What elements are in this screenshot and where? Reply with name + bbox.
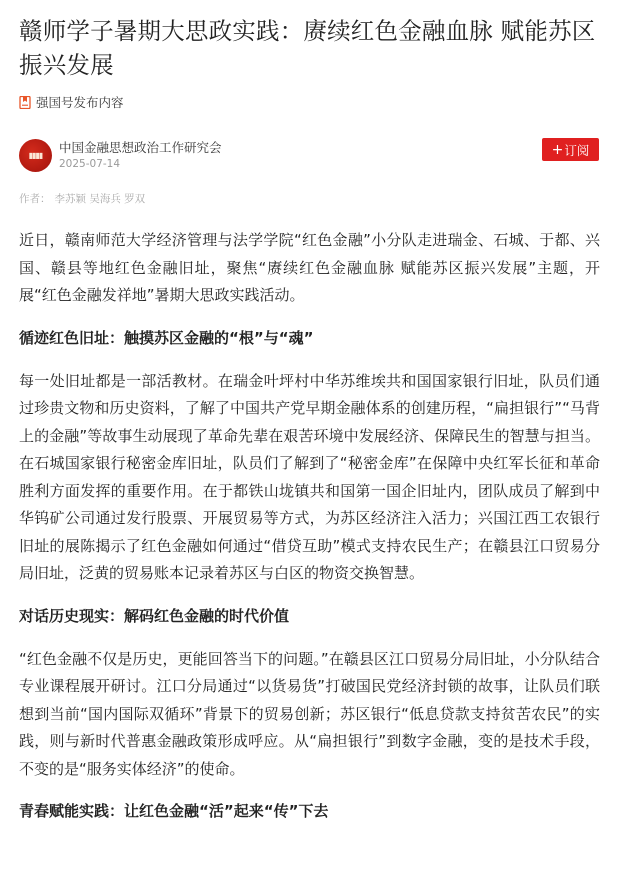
author-meta	[59, 140, 222, 171]
section-heading: 循迹红色旧址：触摸苏区金融的“根”与“魂”	[19, 328, 314, 347]
section-paragraph: “红色金融不仅是历史，更能回答当下的问题。”在赣县区江口贸易分局旧址，小分队结合专业课程展开研讨。江口分局通过“以货易货”打破国民党经济封锁的故事，让队员们联想到当前“国内国际双循环”背景下的贸易创新；苏区银行“低息贷款支持贫苦农民”的实践，则与新时代普惠金融政策形成呼应。从“扁担银行”到数字金融，变的是技术手段，不变的是“服务实体经济”的使命。	[19, 649, 600, 778]
avatar[interactable]	[19, 139, 52, 172]
section-paragraph: 每一处旧址都是一部活教材。在瑞金叶坪村中华苏维埃共和国国家银行旧址，队员们通过珍贵文物和历史资料，了解了中国共产党早期金融体系的创建历程，“扁担银行”“马背上的金融”等故事生动展现了革命先辈在艰苦环境中发展经济、保障民生的智慧与担当。在石城国家银行秘密金库旧址，队员们了解到了“秘密金库”在保障中央红军长征和革命胜利方面发挥的重要作用。在于都铁山垅镇共和国第一国企旧址内，团队成员了解到中华钨矿公司通过发行股票、开展贸易等方式，为苏区经济注入活力；兴国江西工农银行旧址的展陈揭示了红色金融如何通过“借贷互助”模式支持农民生产；在赣县江口贸易分局旧址，泛黄的贸易账本记录着苏区与白区的物资交换智慧。	[19, 371, 600, 582]
intro-paragraph: 近日，赣南师范大学经济管理与法学学院“红色金融”小分队走进瑞金、石城、于都、兴国、赣县等地红色金融旧址，聚焦“赓续红色金融血脉 赋能苏区振兴发展”主题，开展“红色金融发祥地”暑期大思政实践活动。	[19, 231, 600, 304]
byline	[19, 192, 600, 206]
byline-label: 作者：	[19, 193, 51, 205]
section-heading: 对话历史现实：解码红色金融的时代价值	[19, 606, 290, 625]
author-row	[19, 137, 600, 173]
publish-date: 2025-07-14	[59, 157, 121, 170]
subscribe-label: 订阅	[564, 142, 590, 158]
article-content	[19, 227, 600, 825]
source-row	[19, 92, 600, 112]
subscribe-button[interactable]	[542, 138, 599, 161]
avatar-logo-icon: ▮▮▮▮	[28, 150, 43, 160]
byline-names: 李苏颖 吴海兵 罗双	[54, 193, 146, 205]
source-label: 强国号发布内容	[36, 95, 124, 110]
section-heading: 青春赋能实践：让红色金融“活”起来“传”下去	[19, 802, 329, 820]
bookmark-icon	[19, 96, 31, 109]
article-title: 赣师学子暑期大思政实践：赓续红色金融血脉 赋能苏区振兴发展	[19, 17, 596, 79]
author-name[interactable]: 中国金融思想政治工作研究会	[59, 139, 222, 155]
plus-icon: +	[551, 141, 564, 158]
